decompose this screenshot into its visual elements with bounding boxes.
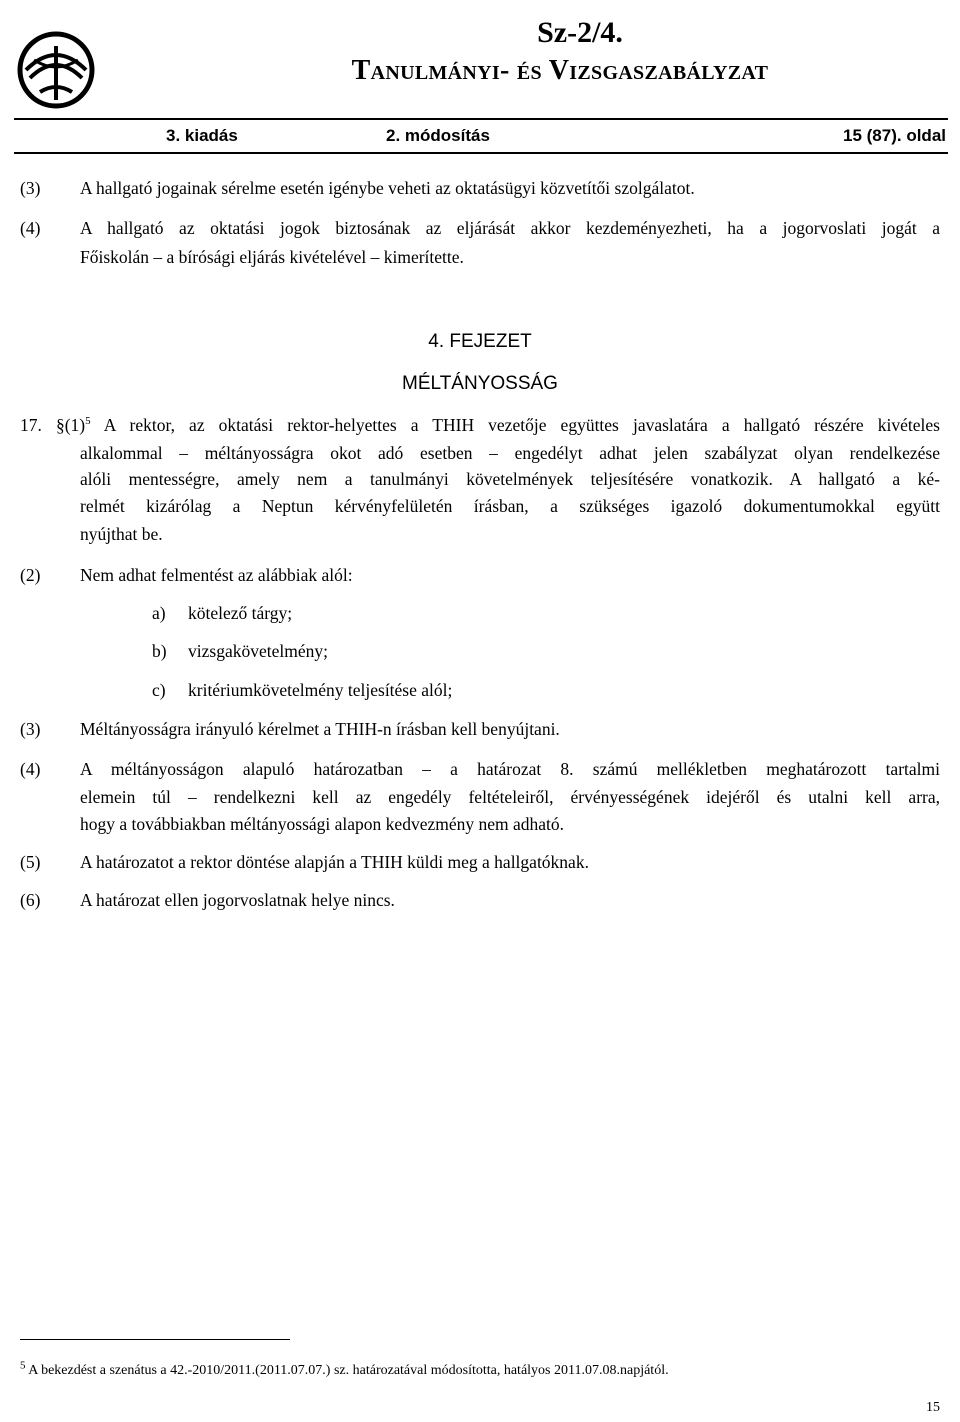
section-prefix: 17. §(1) xyxy=(20,415,86,435)
paragraph-line: hogy a továbbiakban méltányossági alapon kedvezmény nem adható. xyxy=(80,814,565,834)
list-item-text: kritériumkövetelmény teljesítése alól; xyxy=(188,680,453,700)
list-item-label: c) xyxy=(152,680,166,700)
list-item-label: b) xyxy=(152,641,167,661)
edition-label: 3. kiadás xyxy=(166,126,238,145)
section-17-first-line xyxy=(20,411,940,439)
institution-logo-icon xyxy=(12,30,100,110)
paragraph-line: Főiskolán – a bírósági eljárás kivételével – kimerítette. xyxy=(80,247,464,267)
list-item xyxy=(152,676,452,704)
paragraph-number: (4) xyxy=(20,218,41,238)
list-item-text: kötelező tárgy; xyxy=(188,603,293,623)
chapter-number: 4. FEJEZET xyxy=(428,331,532,352)
footnote-divider xyxy=(20,1339,290,1340)
list-item-text: vizsgakövetelmény; xyxy=(188,641,328,661)
document-code: Sz-2/4. xyxy=(537,16,623,49)
paragraph-text: A határozatot a rektor döntése alapján a THIH küldi meg a hallgatóknak. xyxy=(80,852,589,872)
paragraph-number: (4) xyxy=(20,759,41,779)
section-line: nyújthat be. xyxy=(80,524,163,544)
chapter-title: MÉLTÁNYOSSÁG xyxy=(402,373,558,394)
list-item xyxy=(152,599,292,627)
paragraph-text: Méltányosságra irányuló kérelmet a THIH-n írásban kell benyújtani. xyxy=(80,719,560,739)
page-number: 15 xyxy=(926,1400,940,1415)
paragraph-line: elemein túl – rendelkezni kell az engedély feltételeiről, érvényességének idejéről és utalni kell arra, xyxy=(80,787,940,807)
paragraph-line: A hallgató az oktatási jogok biztosának az eljárását akkor kezdeményezheti, ha a jogorvoslati jogát a xyxy=(80,218,940,238)
section-line: alóli mentességre, amely nem a tanulmányi követelmények teljesítésére vonatkozik. A hallgató a ké- xyxy=(80,469,940,489)
page-info-label: 15 (87). oldal xyxy=(843,126,946,145)
paragraph-text: A határozat ellen jogorvoslatnak helye nincs. xyxy=(80,890,395,910)
paragraph-number: (3) xyxy=(20,719,41,739)
list-item-label: a) xyxy=(152,603,166,623)
list-item xyxy=(152,637,328,665)
footnote-text: A bekezdést a szenátus a 42.-2010/2011.(2011.07.07.) sz. határozatával módosította, hatályos 2011.07.08.napjától. xyxy=(28,1363,669,1378)
section-line: alkalommal – méltányosságra okot adó esetben – engedélyt adhat jelen szabályzat olyan rendelkezése xyxy=(80,443,940,463)
modification-label: 2. módosítás xyxy=(386,126,490,145)
section-line: relmét kizárólag a Neptun kérvényfelületén írásban, a szükséges igazoló dokumentumokkal együtt xyxy=(80,496,940,516)
paragraph-number: (5) xyxy=(20,852,41,872)
paragraph-number: (2) xyxy=(20,565,41,585)
section-text: A rektor, az oktatási rektor-helyettes a THIH vezetője együttes javaslatára a hallgató részére kivételes xyxy=(103,415,940,435)
paragraph-number: (3) xyxy=(20,178,41,198)
paragraph-line: A méltányosságon alapuló határozatban – a határozat 8. számú mellékletben meghatározott tartalmi xyxy=(80,759,940,779)
paragraph-text: A hallgató jogainak sérelme esetén igénybe veheti az oktatásügyi közvetítői szolgálatot. xyxy=(80,178,695,198)
footnote xyxy=(20,1360,669,1382)
paragraph-number: (6) xyxy=(20,890,41,910)
header-info-bar xyxy=(14,118,948,154)
footnote-number: 5 xyxy=(20,1359,26,1372)
paragraph-text: Nem adhat felmentést az alábbiak alól: xyxy=(80,565,353,585)
footnote-reference: 5 xyxy=(85,415,91,428)
document-title: Tanulmányi- és Vizsgaszabályzat xyxy=(351,55,769,86)
